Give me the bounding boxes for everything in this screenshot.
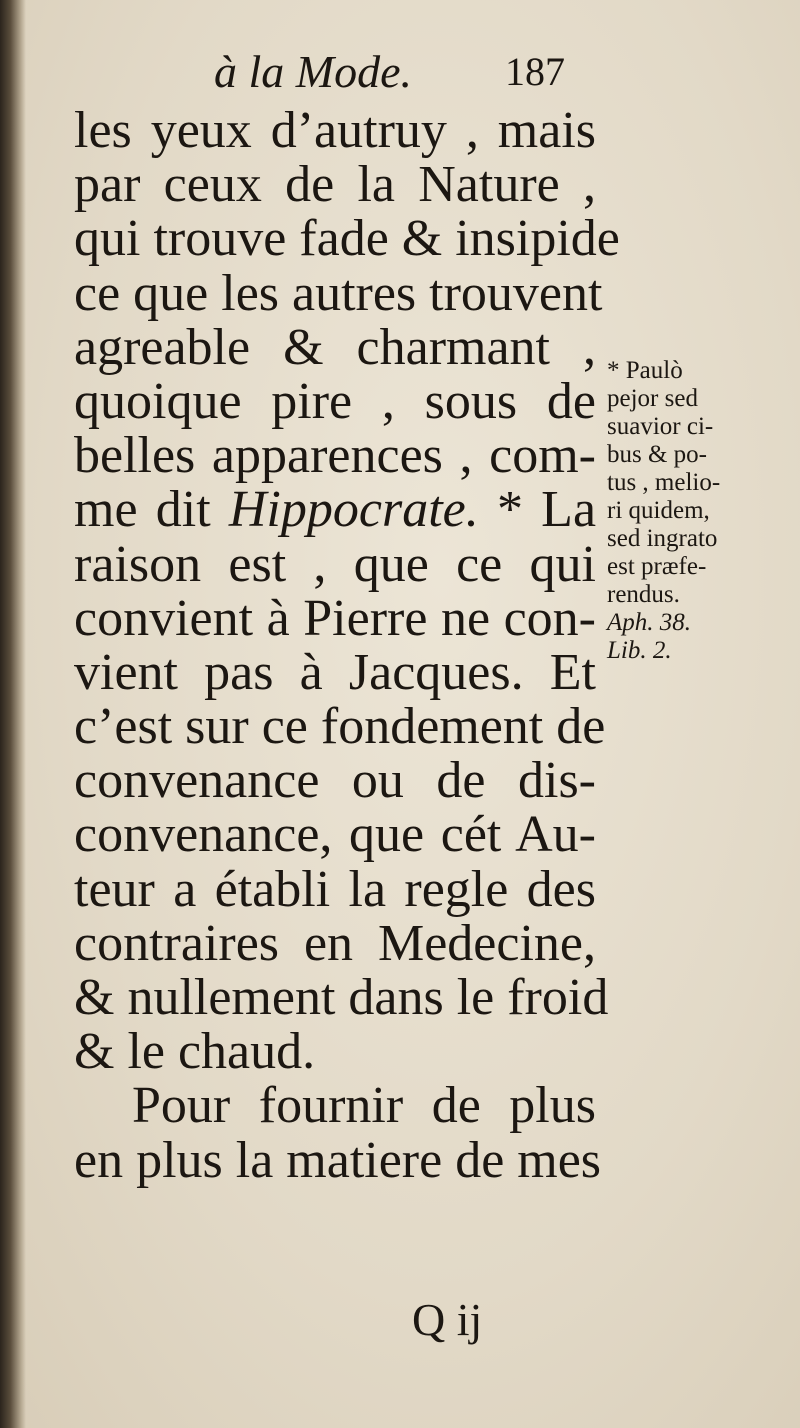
text-line-4: ce que les autres trouvent <box>74 264 603 322</box>
text-line-9: raison est , que ce qui <box>74 535 596 593</box>
signature-mark: Q ij <box>412 1294 483 1345</box>
text-line-11: vient pas à Jacques. Et <box>74 643 596 701</box>
note-line-8: est præfe- <box>607 553 707 580</box>
note-line-2: pejor sed <box>607 385 698 412</box>
text-line-8 <box>74 483 596 537</box>
page-number: 187 <box>505 49 565 94</box>
text-line-3: qui trouve fade & insipide <box>74 210 620 268</box>
text-line-7: belles apparences , com- <box>74 427 596 485</box>
note-line-5: tus , melio- <box>607 469 721 496</box>
book-binding <box>0 0 26 1428</box>
text-line-16: contraires en Medecine, <box>74 914 596 972</box>
text-line-10: convient à Pierre ne con- <box>74 589 596 647</box>
running-head: à la Mode. <box>214 46 413 97</box>
note-line-10: Aph. 38. <box>607 609 692 636</box>
body-text <box>74 102 620 1189</box>
text-line-2: par ceux de la Nature , <box>74 156 596 214</box>
author-name: Hippocrate. <box>228 481 479 539</box>
note-line-9: rendus. <box>607 581 680 608</box>
text-line-15: teur a établi la regle des <box>74 860 596 918</box>
note-line-3: suavior ci- <box>607 413 714 440</box>
text-line-17: & nullement dans le froid <box>74 969 609 1026</box>
note-reference: * La <box>496 481 597 539</box>
text-line-19: Pour fournir de plus <box>132 1077 596 1135</box>
text-line-12: c’est sur ce fondement de <box>74 698 606 756</box>
text-line-13: convenance ou de dis- <box>74 752 596 810</box>
text-line-20: en plus la matiere de mes <box>74 1131 602 1189</box>
text-line-6: quoique pire , sous de <box>74 372 596 430</box>
text-line-1: les yeux d’autruy , mais <box>74 102 596 159</box>
note-line-4: bus & po- <box>607 441 707 468</box>
marginal-note <box>607 357 777 665</box>
page-footer <box>0 1290 800 1350</box>
note-line-7: sed ingrato <box>607 525 718 552</box>
note-line-11: Lib. 2. <box>607 637 672 664</box>
note-line-6: ri quidem, <box>607 497 710 524</box>
note-line-1: * Paulò <box>607 357 683 384</box>
text-line-14: convenance, que cét Au- <box>74 806 596 864</box>
text-line-5: agreable & charmant , <box>74 318 596 376</box>
text-line-8-start: me dit <box>74 481 229 539</box>
page-header <box>0 42 800 102</box>
text-line-18: & le chaud. <box>74 1023 316 1081</box>
